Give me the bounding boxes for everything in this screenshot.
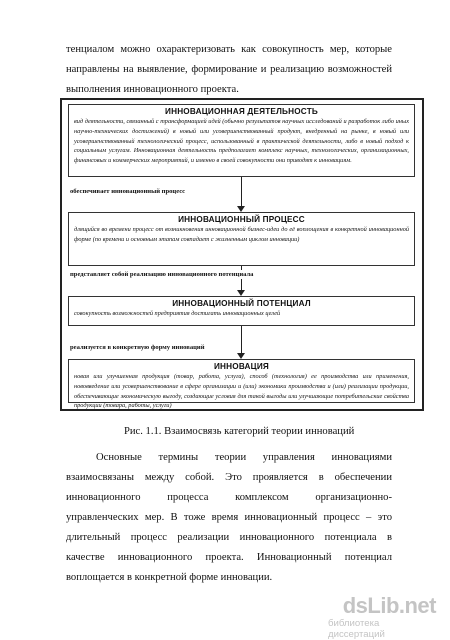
box-text: длящийся во времени процесс от возникновения инновационной бизнес-идеи до её воплощения в конкретной инновационной форме (по времени и основным этапам совпадает с жизненным циклом инновации): [74, 226, 409, 243]
box-text: новая или улучшенная продукция (товар, работа, услуга), способ (технология) ее производства или применения, нововведение или усовершенствование в сфере организации и (или) экономики производства и (или) реализации продукции, обеспечивающие экономическую выгоду, создающие условия для такой выгоды или улучшающие потребительские свойства продукции (товара, работы, услуги): [74, 373, 409, 410]
connector-line: [241, 177, 242, 206]
figure-caption: Рис. 1.1. Взаимосвязь категорий теории инноваций: [124, 426, 355, 437]
box-title: ИННОВАЦИЯ: [213, 362, 270, 371]
box-innovation-potential: [68, 296, 415, 326]
box-innovation-activity: [68, 104, 415, 177]
box-innovation-process: [68, 212, 415, 266]
box-text: вид деятельности, связанный с трансформацией идей (обычно результатов научных исследований и разработок либо иных научно-технических достижений) в новый или усовершенствованный продукт, внедренный на рынке, в новый или усовершенствованный технологический процесс, использованный в практической деятельности, либо в новый подход к социальным услугам. Инновационная деятельность предполагает комплекс научных, технологических, организационных, финансовых и коммерческих мероприятий, и именно в своей совокупности они приводят к инновациям.: [74, 118, 409, 165]
body-paragraph-text: Основные термины теории управления инновациями взаимосвязаны между собой. Это проявляется в обеспечении инновационного процесса комплексом организационно-управленческих мер. В тоже время инновационный процесс – это длительный процесс реализации инновационного потенциала в качестве инновационного проекта. Инновационный потенциал воплощается в конкретной форме инновации.: [66, 452, 392, 583]
box-title: ИННОВАЦИОННЫЙ ПРОЦЕСС: [178, 215, 305, 224]
box-title: ИННОВАЦИОННАЯ ДЕЯТЕЛЬНОСТЬ: [165, 107, 318, 116]
box-title: ИННОВАЦИОННЫЙ ПОТЕНЦИАЛ: [172, 299, 311, 308]
intro-paragraph: тенциалом можно охарактеризовать как совокупность мер, которые направлены на выявление, формирование и реализацию возможностей выполнения инновационного проекта.: [66, 44, 392, 95]
watermark-subtitle: библиотека диссертаций: [328, 618, 385, 640]
connector-label: реализуется в конкретную форму инноваций: [70, 344, 205, 351]
connector-label: представляет собой реализацию инновационного потенциала: [70, 271, 254, 278]
watermark: [328, 593, 436, 640]
box-text: совокупность возможностей предприятия достигать инновационных целей: [74, 310, 281, 317]
box-innovation: [68, 359, 415, 410]
connector-line: [241, 326, 242, 353]
body-paragraph: [66, 448, 392, 588]
connector-label: обеспечивает инновационный процесс: [70, 188, 186, 195]
watermark-brand: dsLib.net: [342, 593, 436, 618]
